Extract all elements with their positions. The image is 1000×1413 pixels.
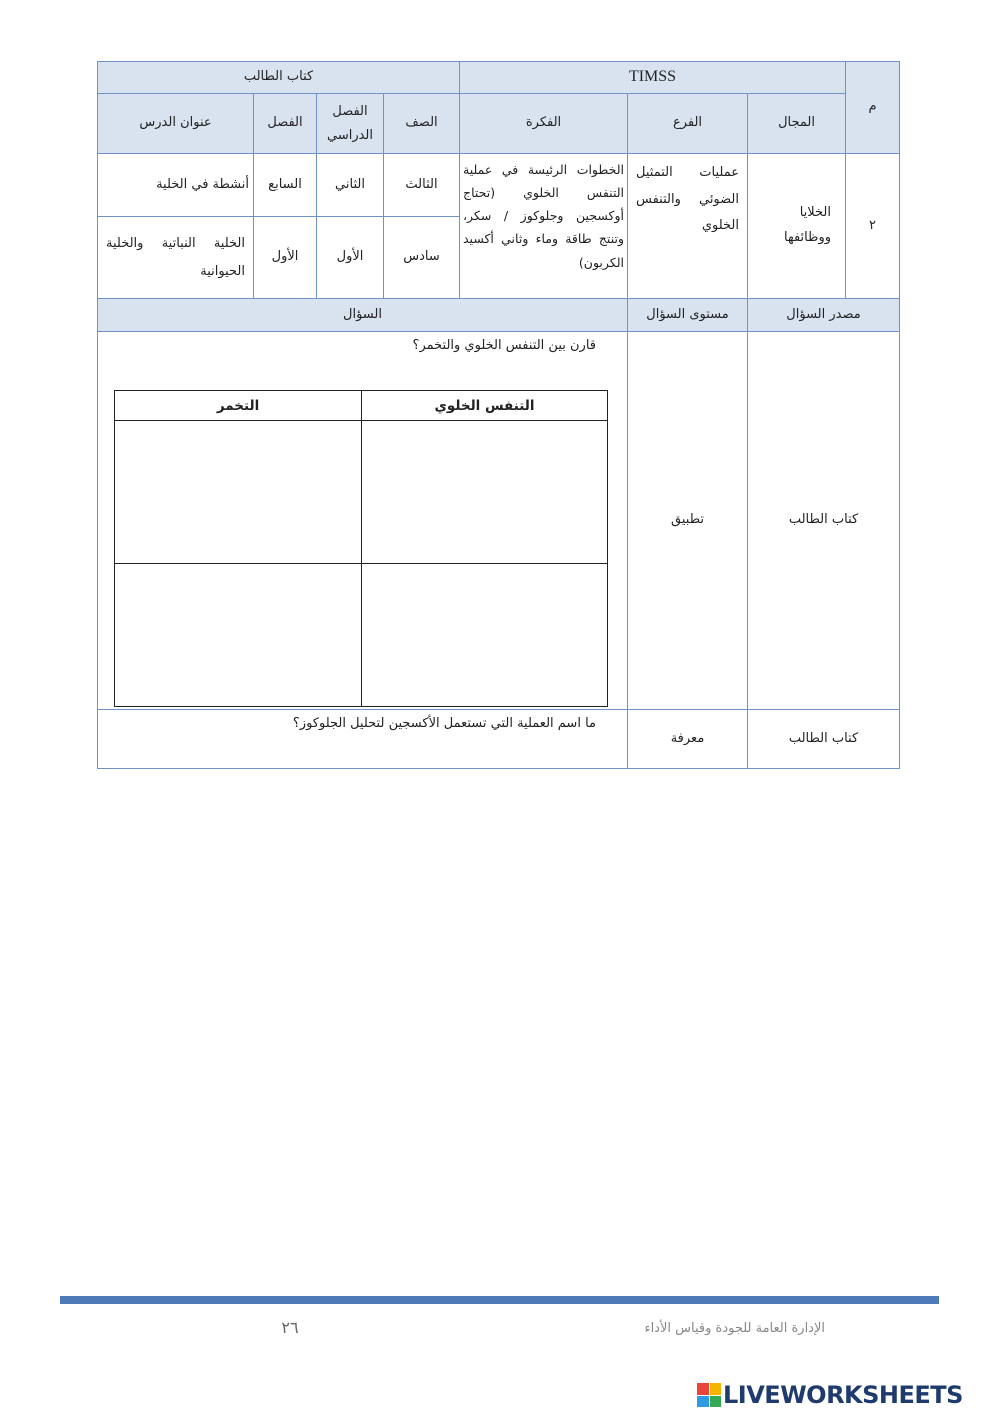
q2-question-text: ما اسم العملية التي تستعمل الأكسجين لتحليل الجلوكوز؟: [292, 716, 596, 731]
domain-header: المجال: [747, 93, 846, 154]
fermentation-answer-box-2[interactable]: [114, 563, 362, 707]
timss-header: TIMSS: [459, 61, 846, 94]
student-book-header: كتاب الطالب: [97, 61, 460, 94]
brand-name: LIVEWORKSHEETS: [723, 1381, 963, 1409]
idea-header: الفكرة: [459, 93, 628, 154]
q2-level: معرفة: [627, 709, 748, 769]
lesson1-chapter: السابع: [253, 153, 317, 217]
row-number: ٢: [845, 153, 900, 299]
q2-source: كتاب الطالب: [747, 709, 900, 769]
lesson1-semester: الثاني: [316, 153, 384, 217]
lesson1-title: أنشطة في الخلية: [97, 153, 254, 217]
semester-header: الفصل الدراسي: [316, 93, 384, 154]
col-number-header: م: [845, 61, 900, 154]
idea-cell: الخطوات الرئيسة في عملية التنفس الخلوي (تحتاج أوكسجين وجلوكوز / سكر، وتنتج طاقة وماء وثاني أكسيد الكربون): [459, 153, 628, 299]
department-name: الإدارة العامة للجودة وقياس الأداء: [644, 1321, 825, 1336]
lesson2-grade: سادس: [383, 216, 460, 299]
branch-header: الفرع: [627, 93, 748, 154]
respiration-answer-box-2[interactable]: [361, 563, 608, 707]
fermentation-answer-box-1[interactable]: [114, 420, 362, 564]
q1-question-text: قارن بين التنفس الخلوي والتخمر؟: [412, 338, 596, 353]
q1-level: تطبيق: [627, 331, 748, 710]
q1-source: كتاب الطالب: [747, 331, 900, 710]
respiration-answer-box-1[interactable]: [361, 420, 608, 564]
domain-cell: الخلايا ووظائفها: [747, 153, 846, 299]
page-number: ٢٦: [281, 1318, 299, 1337]
fermentation-column-header: التخمر: [114, 390, 362, 421]
branch-cell: عمليات التمثيل الضوئي والتنفس الخلوي: [627, 153, 748, 299]
lesson2-semester: الأول: [316, 216, 384, 299]
lesson2-chapter: الأول: [253, 216, 317, 299]
logo-icon: [697, 1383, 721, 1407]
level-header: مستوى السؤال: [627, 298, 748, 332]
liveworksheets-logo[interactable]: [697, 1378, 997, 1412]
question-header: السؤال: [97, 298, 628, 332]
footer-bar: [60, 1296, 939, 1304]
lesson2-title: الخلية النباتية والخلية الحيوانية: [97, 216, 254, 299]
chapter-header: الفصل: [253, 93, 317, 154]
grade-header: الصف: [383, 93, 460, 154]
lesson1-grade: الثالث: [383, 153, 460, 217]
lesson-title-header: عنوان الدرس: [97, 93, 254, 154]
source-header: مصدر السؤال: [747, 298, 900, 332]
respiration-column-header: التنفس الخلوي: [361, 390, 608, 421]
